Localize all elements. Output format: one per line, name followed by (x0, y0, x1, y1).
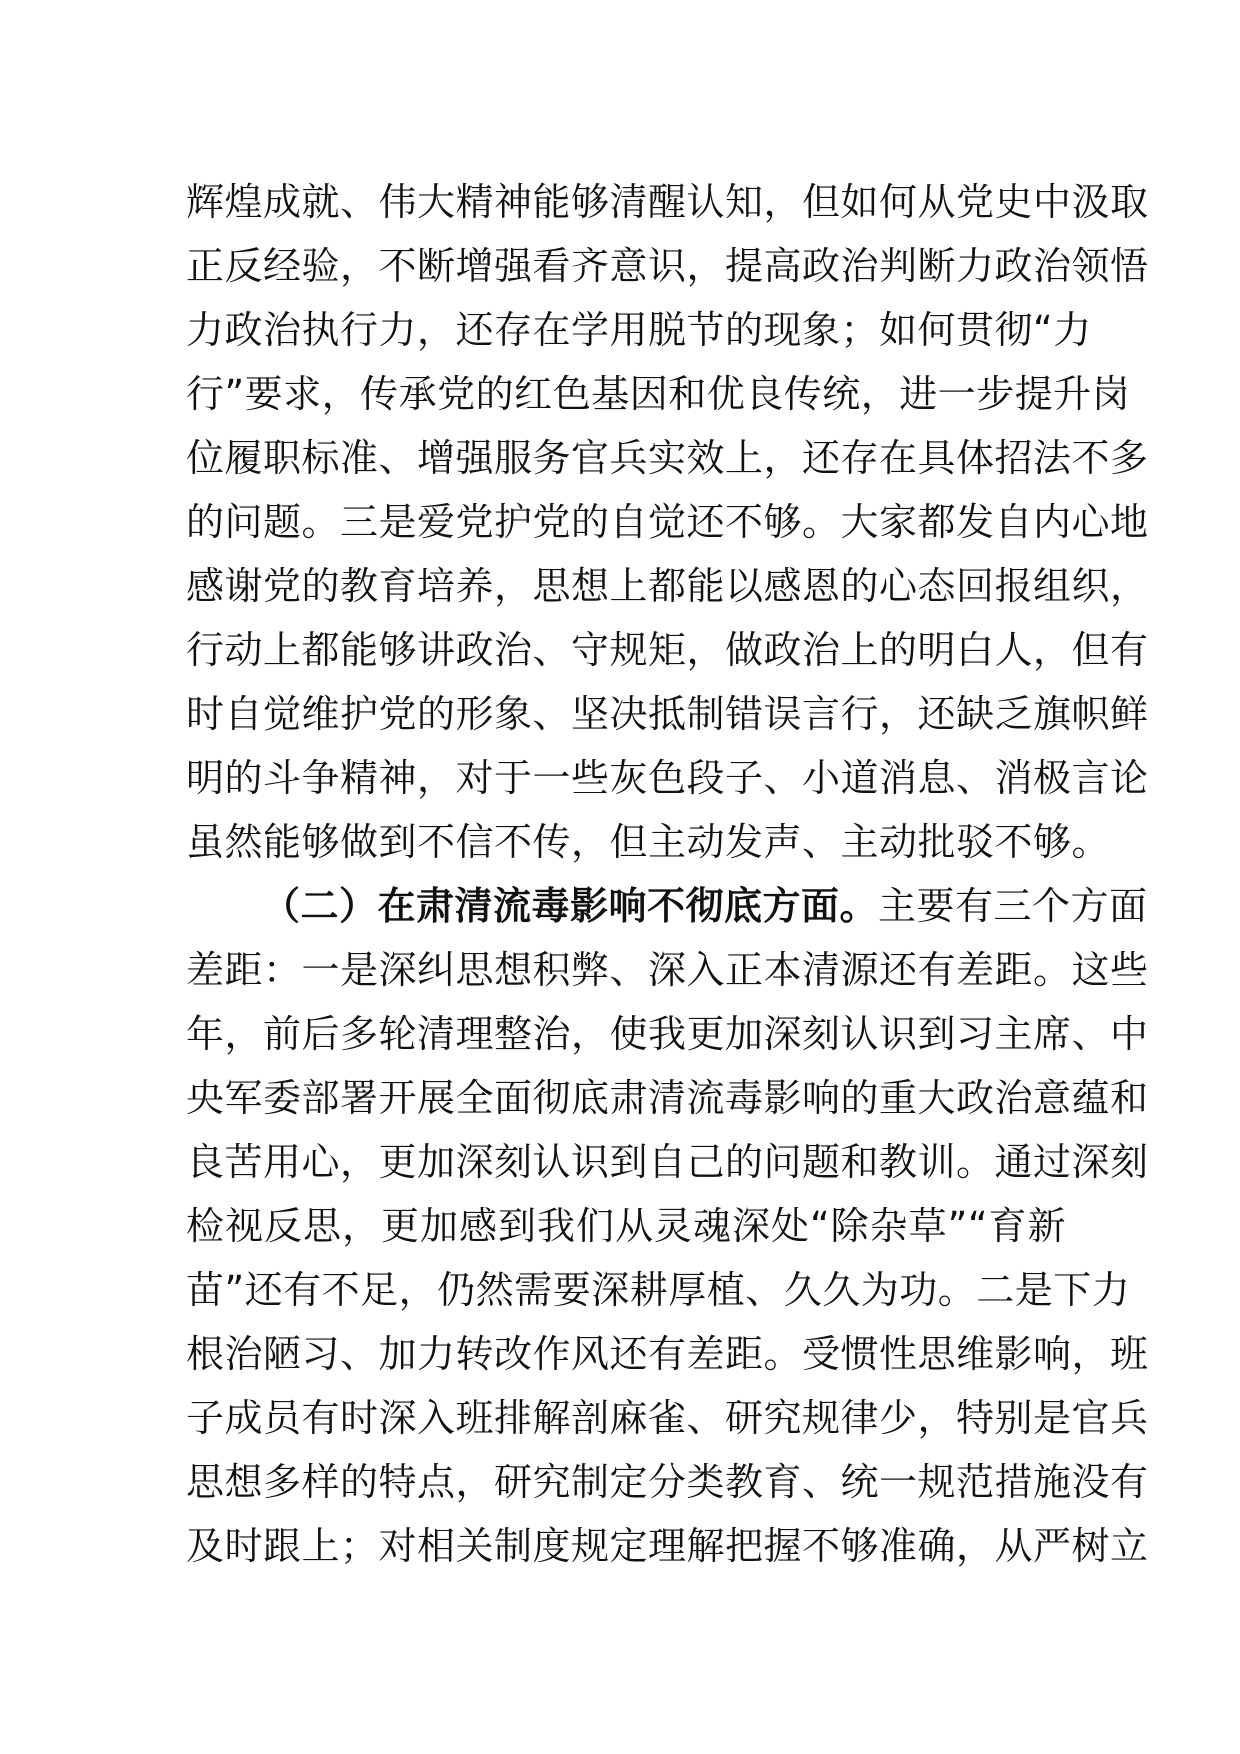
text-line: 辉煌成就、伟大精神能够清醒认知，但如何从党史中汲取 (186, 180, 1149, 224)
text-line: 及时跟上；对相关制度规定理解把握不够准确，从严树立 (186, 1524, 1149, 1568)
text-line: 良苦用心，更加深刻认识到自己的问题和教训。通过深刻 (186, 1140, 1149, 1184)
text-line: 位履职标准、增强服务官兵实效上，还存在具体招法不多 (186, 436, 1149, 480)
body-text (186, 170, 1149, 1578)
text-line: 根治陋习、加力转改作风还有差距。受惯性思维影响，班 (186, 1332, 1149, 1376)
text-line: 思想多样的特点，研究制定分类教育、统一规范措施没有 (186, 1460, 1149, 1504)
text-line: 央军委部署开展全面彻底肃清流毒影响的重大政治意蕴和 (186, 1076, 1149, 1120)
text-line: 子成员有时深入班排解剖麻雀、研究规律少，特别是官兵 (186, 1396, 1149, 1440)
text-line: 正反经验，不断增强看齐意识，提高政治判断力政治领悟 (186, 244, 1149, 288)
text-line: 的问题。三是爱党护党的自觉还不够。大家都发自内心地 (186, 500, 1149, 544)
text-line: 力政治执行力，还存在学用脱节的现象；如何贯彻“力 (186, 308, 1092, 352)
text-line: 行”要求，传承党的红色基因和优良传统，进一步提升岗 (186, 372, 1131, 416)
text-line: 时自觉维护党的形象、坚决抵制错误言行，还缺乏旗帜鲜 (186, 692, 1149, 736)
text-line: 虽然能够做到不信不传，但主动发声、主动批驳不够。 (186, 820, 1111, 864)
text-line: 苗”还有不足，仍然需要深耕厚植、久久为功。二是下力 (186, 1268, 1131, 1312)
text-line: 行动上都能够讲政治、守规矩，做政治上的明白人，但有 (186, 628, 1149, 672)
text-line: 年，前后多轮清理整治，使我更加深刻认识到习主席、中 (186, 1012, 1149, 1056)
text-line: 检视反思，更加感到我们从灵魂深处“除杂草”“育新 (186, 1204, 1066, 1248)
section-heading-rest: 主要有三个方面 (878, 884, 1148, 928)
text-line: 感谢党的教育培养，思想上都能以感恩的心态回报组织， (186, 564, 1149, 608)
text-line: 差距：一是深纠思想积弊、深入正本清源还有差距。这些 (186, 948, 1149, 992)
text-line: 明的斗争精神，对于一些灰色段子、小道消息、消极言论 (186, 756, 1149, 800)
section-heading: （二）在肃清流毒影响不彻底方面。 (262, 884, 879, 928)
section-heading-line (186, 874, 1148, 938)
